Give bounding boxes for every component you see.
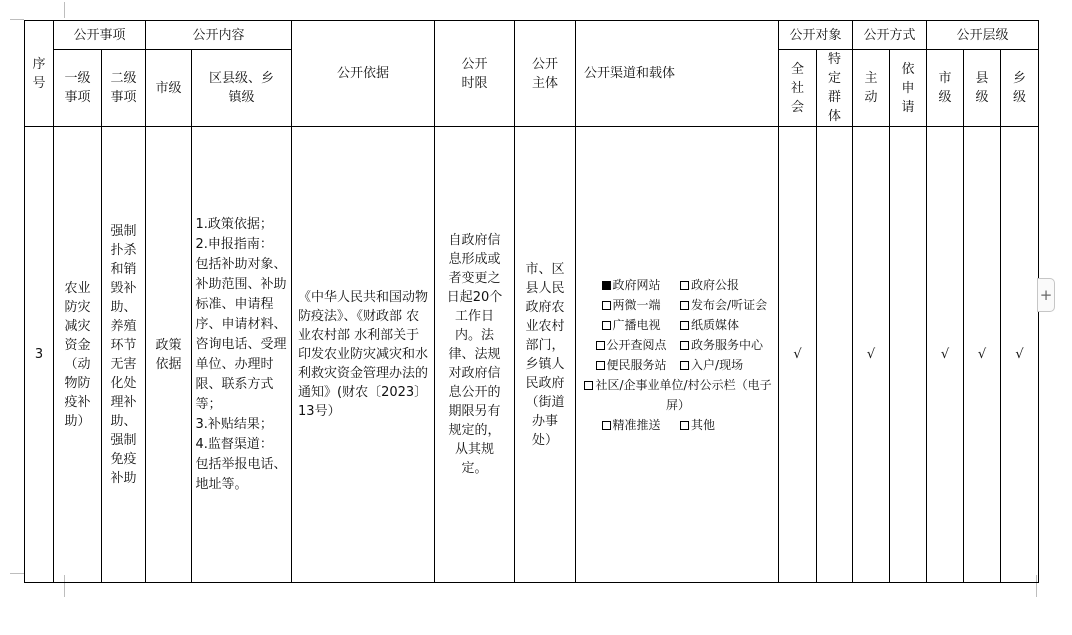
row-level2: 强制扑杀和销毁补助、养殖环节无害化处理补助、强制免疫补助 [102, 127, 146, 583]
row-seq: 3 [25, 127, 54, 583]
header-channels: 公开渠道和载体 [576, 21, 779, 127]
checkbox-icon [596, 361, 605, 370]
checkbox-icon [584, 381, 593, 390]
district-line: 包括补助对象、补助范围、补助标准、申请程序、申请材料、咨询电话、受理单位、办理时限、联系方式等； [195, 256, 287, 412]
channel-gov-website: 政府网站 [582, 275, 680, 295]
header-content: 公开内容 [146, 21, 292, 50]
row-city-content: 政策依据 [146, 127, 192, 583]
crop-mark [10, 573, 24, 574]
district-line: 包括举报电话、地址等。 [195, 456, 287, 492]
cell-target-specific [817, 127, 853, 583]
header-method-active: 主动 [853, 50, 890, 127]
channel-print-media: 纸质媒体 [680, 315, 739, 335]
checkbox-icon [602, 421, 611, 430]
header-method-request: 依申请 [890, 50, 927, 127]
channel-precise-push: 精准推送 [582, 415, 680, 435]
tick-target-all: √ [779, 127, 817, 583]
row-basis: 《中华人民共和国动物防疫法》、《财政部 农业农村部 水利部关于印发农业防灾减灾和水利救灾资金管理办法的通知》(财农〔2023〕13号） [292, 127, 435, 583]
channel-door-to-door: 入户/现场 [680, 355, 743, 375]
checkbox-icon [680, 341, 689, 350]
district-line: 1.政策依据； [195, 216, 273, 232]
cell-method-request [890, 127, 927, 583]
row-subject: 市、区县人民政府农业农村部门，乡镇人民政府（街道办事处） [515, 127, 576, 583]
header-basis: 公开依据 [292, 21, 435, 127]
checkbox-icon [680, 301, 689, 310]
channel-broadcast: 广播电视 [582, 315, 680, 335]
header-method: 公开方式 [853, 21, 927, 50]
checkbox-icon [680, 361, 689, 370]
row-district-content [192, 127, 292, 583]
header-level2: 二级事项 [102, 50, 146, 127]
header-seq: 序号 [25, 21, 54, 127]
checkbox-icon [596, 341, 605, 350]
header-city: 市级 [146, 50, 192, 127]
channel-press-conf: 发布会/听证会 [680, 295, 767, 315]
disclosure-table [24, 20, 1039, 583]
district-line: 4.监督渠道： [195, 436, 273, 452]
checked-box-icon [602, 281, 611, 290]
header-target: 公开对象 [779, 21, 853, 50]
tick-tier-township: √ [1001, 127, 1039, 583]
channel-gov-gazette: 政府公报 [680, 275, 739, 295]
header-target-all: 全社会 [779, 50, 817, 127]
header-subject: 公开主体 [515, 21, 576, 127]
header-tier: 公开层级 [927, 21, 1039, 50]
channel-two-micro: 两微一端 [582, 295, 680, 315]
crop-mark [10, 19, 24, 20]
header-district: 区县级、乡镇级 [192, 50, 292, 127]
row-level1: 农业防灾减灾资金（动物防疫补助） [54, 127, 102, 583]
checkbox-icon [602, 301, 611, 310]
channel-service-center: 政务服务中心 [680, 335, 763, 355]
crop-mark [64, 2, 65, 18]
checkbox-icon [680, 321, 689, 330]
header-tier-city: 市级 [927, 50, 964, 127]
header-tier-township: 乡级 [1001, 50, 1039, 127]
checkbox-icon [602, 321, 611, 330]
district-line: 2.申报指南： [195, 236, 273, 252]
row-channels [576, 127, 779, 583]
tick-tier-city: √ [927, 127, 964, 583]
add-button[interactable]: + [1037, 278, 1055, 312]
tick-method-active: √ [853, 127, 890, 583]
header-time-limit: 公开时限 [435, 21, 515, 127]
checkbox-icon [680, 281, 689, 290]
channel-other: 其他 [680, 415, 715, 435]
channel-service-station: 便民服务站 [582, 355, 680, 375]
header-items: 公开事项 [54, 21, 146, 50]
district-line: 3.补贴结果； [195, 416, 273, 432]
tick-tier-county: √ [964, 127, 1001, 583]
header-level1: 一级事项 [54, 50, 102, 127]
row-time-limit: 自政府信息形成或者变更之日起20个工作日内。法律、法规对政府信息公开的期限另有规定的，从其规定。 [435, 127, 515, 583]
channel-public-reading: 公开查阅点 [582, 335, 680, 355]
header-tier-county: 县级 [964, 50, 1001, 127]
header-target-specific: 特定群体 [817, 50, 853, 127]
channel-community-board: 社区/企事业单位/村公示栏（电子屏） [582, 375, 774, 415]
checkbox-icon [680, 421, 689, 430]
